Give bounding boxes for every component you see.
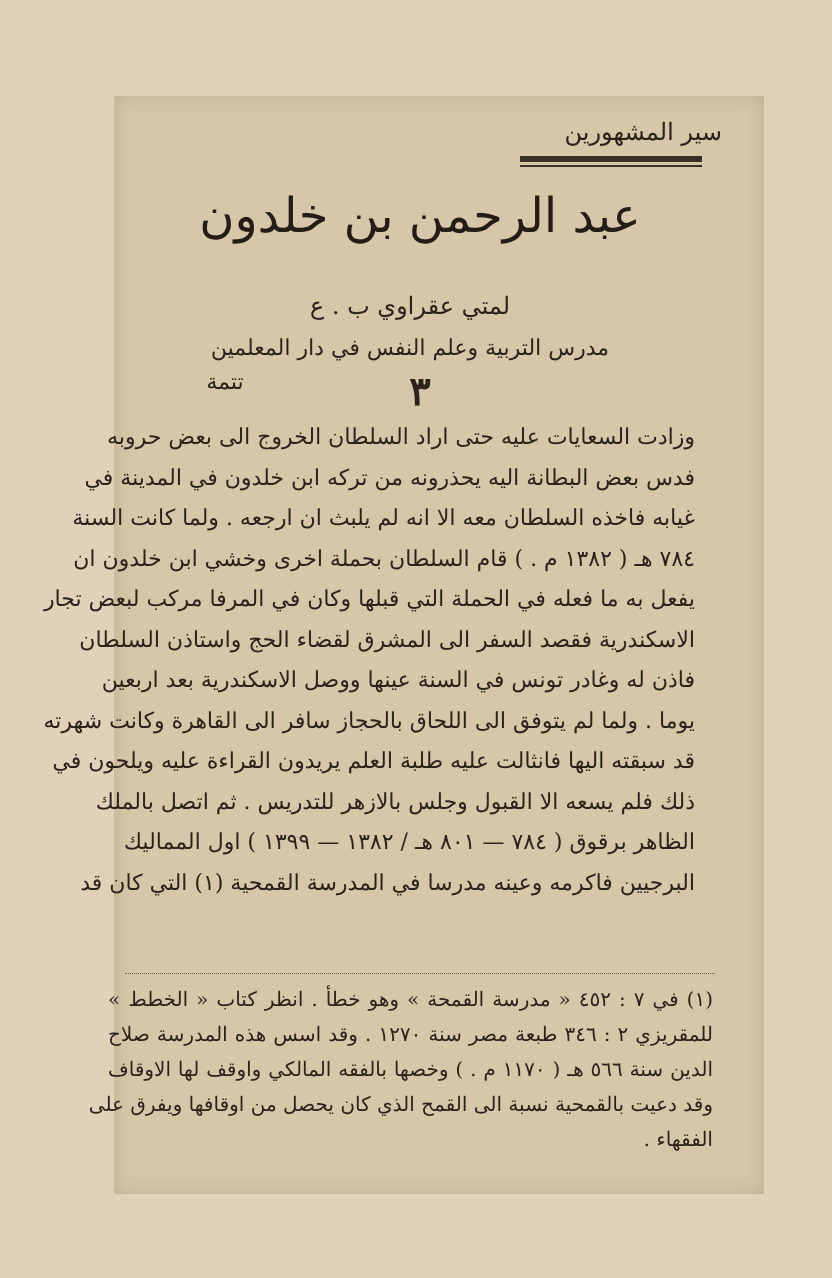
body-line: الاسكندرية فقصد السفر الى المشرق لقضاء الحج واستاذن السلطان (79, 627, 695, 653)
body-line: يوما . ولما لم يتوفق الى اللحاق بالحجاز سافر الى القاهرة وكانت شهرته (43, 708, 695, 734)
body-line: وزادت السعايات عليه حتى اراد السلطان الخروج الى بعض حروبه (107, 425, 695, 450)
author-affiliation: مدرس التربية وعلم النفس في دار المعلمين (210, 336, 610, 361)
continued-label: تتمة (206, 370, 244, 395)
footnote-line: للمقريزي ٢ : ٣٤٦ طبعة مصر سنة ١٢٧٠ . وقد اسس هذه المدرسة صلاح (108, 1022, 713, 1046)
body-line: غيابه فاخذه السلطان معه الا انه لم يلبث ان ارجعه . ولما كانت السنة (72, 506, 695, 531)
footnote (88, 982, 714, 1157)
body-line: ذلك فلم يسعه الا القبول وجلس بالازهر للتدريس . ثم اتصل بالملك (95, 789, 695, 815)
body-line: البرجيين فاكرمه وعينه مدرسا في المدرسة القمحية (١) التي كان قد (80, 870, 695, 896)
footnote-line: الدين سنة ٥٦٦ هـ ( ١١٧٠ م . ) وخصها بالفقه المالكي واوقف لها الاوقاف (108, 1057, 714, 1081)
body-line: فدس بعض البطانة اليه يحذرونه من تركه ابن خلدون في المدينة في (84, 465, 695, 491)
body-line: ٧٨٤ هـ ( ١٣٨٢ م . ) قام السلطان بحملة اخرى وخشي ابن خلدون ان (73, 546, 695, 572)
footnote-divider (125, 973, 715, 974)
body-line: يفعل به ما فعله في الحملة التي قبلها وكان في المرفا مركب لبعض تجار (43, 587, 695, 612)
footnote-line: الفقهاء . (643, 1127, 713, 1151)
article-author: لمتي عقراوي ب . ع (309, 292, 511, 320)
body-line: قد سبقته اليها فانثالت عليه طلبة العلم يريدون القراءة عليه ويلحون في (52, 749, 695, 774)
body-line: فاذن له وغادر تونس في السنة عينها ووصل الاسكندرية بعد اربعين (101, 668, 695, 693)
part-number: ٣ (409, 368, 431, 415)
body-text (43, 418, 695, 904)
article-title: عبد الرحمن بن خلدون (199, 188, 641, 244)
body-line: الظاهر برقوق ( ٧٨٤ — ٨٠١ هـ / ١٣٨٢ — ١٣٩٩ ) اول المماليك (123, 830, 695, 855)
footnote-line: (١) في ٧ : ٤٥٢ « مدرسة القمحة » وهو خطأ . انظر كتاب « الخطط » (108, 987, 714, 1011)
footnote-line: وقد دعيت بالقمحية نسبة الى القمح الذي كان يحصل من اوقافها ويفرق على (88, 1092, 713, 1116)
running-header: سير المشهورين (564, 118, 722, 146)
header-rule-thick (520, 156, 702, 162)
header-rule-thin (520, 165, 702, 167)
